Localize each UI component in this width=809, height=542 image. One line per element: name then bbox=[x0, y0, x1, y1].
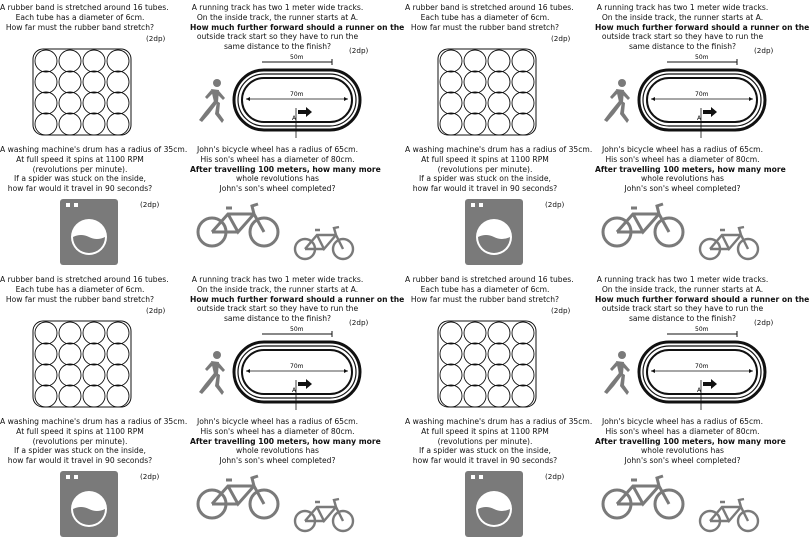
question-line: How far must the rubber band stretch? bbox=[410, 294, 560, 304]
marks-label: (2dp) bbox=[146, 306, 166, 315]
question-line: If a spider was stuck on the inside, bbox=[14, 446, 146, 456]
question-line: same distance to the finish? bbox=[223, 42, 332, 52]
question-line: (revolutions per minute). bbox=[437, 164, 533, 174]
question-washer bbox=[405, 417, 593, 466]
question-line: A rubber band is stretched around 16 tubes. bbox=[0, 275, 169, 284]
question-tubes bbox=[405, 275, 574, 304]
bicycle-small-icon bbox=[698, 496, 760, 534]
question-line: A running track has two 1 meter wide tracks. bbox=[596, 275, 769, 284]
question-line: How much further forward should a runner on the bbox=[595, 22, 809, 32]
question-line: His son's wheel has a diameter of 80cm. bbox=[605, 426, 760, 436]
question-line: If a spider was stuck on the inside, bbox=[14, 174, 146, 184]
running-track-icon bbox=[637, 324, 767, 414]
question-line: outside track start so they have to run the bbox=[196, 304, 359, 314]
question-line: John's son's wheel completed? bbox=[219, 456, 336, 466]
bicycle-small-icon bbox=[293, 496, 355, 534]
question-line: His son's wheel has a diameter of 80cm. bbox=[200, 426, 355, 436]
question-line: At full speed it spins at 1100 RPM bbox=[421, 426, 549, 436]
tubes-grid-icon bbox=[437, 48, 537, 136]
question-line: John's son's wheel completed? bbox=[219, 184, 336, 194]
question-line: Each tube has a diameter of 6cm. bbox=[15, 12, 145, 22]
question-line: How far must the rubber band stretch? bbox=[5, 294, 155, 304]
question-line: After travelling 100 meters, how many more bbox=[595, 164, 786, 174]
question-line: At full speed it spins at 1100 RPM bbox=[16, 154, 144, 164]
question-line: How much further forward should a runner on the bbox=[190, 22, 405, 32]
straight-label: 50m bbox=[290, 54, 304, 61]
question-line: How far must the rubber band stretch? bbox=[410, 22, 560, 32]
marks-label: (2dp) bbox=[349, 46, 369, 55]
question-bicycles bbox=[595, 417, 786, 466]
width-label: 70m bbox=[290, 363, 304, 370]
card-bottom-left bbox=[0, 272, 405, 542]
question-line: A running track has two 1 meter wide tracks. bbox=[596, 3, 769, 12]
question-line: (revolutions per minute). bbox=[32, 436, 128, 446]
question-line: A washing machine's drum has a radius of 35cm. bbox=[0, 145, 188, 154]
marks-label: (2dp) bbox=[545, 200, 565, 209]
tubes-grid-icon bbox=[32, 48, 132, 136]
question-track bbox=[595, 3, 809, 52]
runner-silhouette-icon bbox=[602, 350, 632, 398]
question-line: On the inside track, the runner starts at A. bbox=[196, 284, 359, 294]
width-label: 70m bbox=[290, 91, 304, 98]
question-line: John's bicycle wheel has a radius of 65cm. bbox=[601, 417, 763, 426]
washing-machine-icon bbox=[60, 199, 118, 265]
marks-label: (2dp) bbox=[545, 472, 565, 481]
runner-silhouette-icon bbox=[197, 350, 227, 398]
question-tubes bbox=[0, 275, 169, 304]
width-label: 70m bbox=[695, 363, 709, 370]
marks-label: (2dp) bbox=[140, 200, 160, 209]
running-track-icon bbox=[232, 324, 362, 414]
question-washer bbox=[0, 417, 188, 466]
question-tubes bbox=[405, 3, 574, 32]
question-line: After travelling 100 meters, how many more bbox=[190, 436, 381, 446]
card-top-left bbox=[0, 0, 405, 270]
question-line: A running track has two 1 meter wide tracks. bbox=[191, 3, 364, 12]
question-line: After travelling 100 meters, how many more bbox=[190, 164, 381, 174]
question-line: outside track start so they have to run the bbox=[601, 304, 764, 314]
bicycle-large-icon bbox=[196, 472, 280, 522]
straight-label: 50m bbox=[290, 326, 304, 333]
question-line: If a spider was stuck on the inside, bbox=[419, 174, 551, 184]
width-label: 70m bbox=[695, 91, 709, 98]
marks-label: (2dp) bbox=[140, 472, 160, 481]
question-line: How far must the rubber band stretch? bbox=[5, 22, 155, 32]
bicycle-large-icon bbox=[601, 472, 685, 522]
question-line: On the inside track, the runner starts at A. bbox=[601, 12, 764, 22]
marks-label: (2dp) bbox=[551, 34, 571, 43]
running-track-icon bbox=[637, 52, 767, 142]
question-washer bbox=[0, 145, 188, 194]
card-top-right bbox=[405, 0, 809, 270]
straight-label: 50m bbox=[695, 326, 709, 333]
question-line: outside track start so they have to run the bbox=[196, 32, 359, 42]
marks-label: (2dp) bbox=[754, 46, 774, 55]
question-line: At full speed it spins at 1100 RPM bbox=[16, 426, 144, 436]
question-line: how far would it travel in 90 seconds? bbox=[412, 456, 558, 466]
question-line: whole revolutions has bbox=[236, 174, 319, 184]
question-line: How much further forward should a runner on the bbox=[190, 294, 405, 304]
marks-label: (2dp) bbox=[551, 306, 571, 315]
question-line: His son's wheel has a diameter of 80cm. bbox=[200, 154, 355, 164]
question-line: A washing machine's drum has a radius of 35cm. bbox=[0, 417, 188, 426]
tubes-grid-icon bbox=[32, 320, 132, 408]
question-track bbox=[595, 275, 809, 324]
question-track bbox=[190, 275, 405, 324]
question-line: If a spider was stuck on the inside, bbox=[419, 446, 551, 456]
question-line: John's bicycle wheel has a radius of 65cm. bbox=[196, 145, 358, 154]
question-line: same distance to the finish? bbox=[628, 314, 737, 324]
question-washer bbox=[405, 145, 593, 194]
question-line: same distance to the finish? bbox=[223, 314, 332, 324]
start-label: A bbox=[292, 387, 297, 394]
card-bottom-right bbox=[405, 272, 809, 542]
question-line: how far would it travel in 90 seconds? bbox=[7, 184, 153, 194]
running-track-icon bbox=[232, 52, 362, 142]
bicycle-small-icon bbox=[698, 224, 760, 262]
question-line: John's son's wheel completed? bbox=[624, 456, 741, 466]
question-line: After travelling 100 meters, how many more bbox=[595, 436, 786, 446]
start-label: A bbox=[697, 115, 702, 122]
runner-silhouette-icon bbox=[602, 78, 632, 126]
question-track bbox=[190, 3, 405, 52]
question-line: whole revolutions has bbox=[641, 174, 724, 184]
question-line: On the inside track, the runner starts at A. bbox=[601, 284, 764, 294]
question-line: Each tube has a diameter of 6cm. bbox=[420, 284, 550, 294]
marks-label: (2dp) bbox=[349, 318, 369, 327]
question-line: whole revolutions has bbox=[641, 446, 724, 456]
question-line: A washing machine's drum has a radius of 35cm. bbox=[405, 145, 593, 154]
question-line: John's bicycle wheel has a radius of 65cm. bbox=[601, 145, 763, 154]
question-line: (revolutions per minute). bbox=[437, 436, 533, 446]
question-line: A rubber band is stretched around 16 tubes. bbox=[405, 3, 574, 12]
tubes-grid-icon bbox=[437, 320, 537, 408]
question-line: outside track start so they have to run the bbox=[601, 32, 764, 42]
question-line: (revolutions per minute). bbox=[32, 164, 128, 174]
question-line: His son's wheel has a diameter of 80cm. bbox=[605, 154, 760, 164]
straight-label: 50m bbox=[695, 54, 709, 61]
start-label: A bbox=[697, 387, 702, 394]
bicycle-large-icon bbox=[196, 200, 280, 250]
washing-machine-icon bbox=[60, 471, 118, 537]
runner-silhouette-icon bbox=[197, 78, 227, 126]
question-line: How much further forward should a runner on the bbox=[595, 294, 809, 304]
question-line: A rubber band is stretched around 16 tubes. bbox=[0, 3, 169, 12]
question-bicycles bbox=[595, 145, 786, 194]
start-label: A bbox=[292, 115, 297, 122]
question-bicycles bbox=[190, 417, 381, 466]
question-line: whole revolutions has bbox=[236, 446, 319, 456]
question-line: John's son's wheel completed? bbox=[624, 184, 741, 194]
washing-machine-icon bbox=[465, 199, 523, 265]
question-line: At full speed it spins at 1100 RPM bbox=[421, 154, 549, 164]
marks-label: (2dp) bbox=[754, 318, 774, 327]
question-line: Each tube has a diameter of 6cm. bbox=[15, 284, 145, 294]
question-line: how far would it travel in 90 seconds? bbox=[7, 456, 153, 466]
question-tubes bbox=[0, 3, 169, 32]
bicycle-small-icon bbox=[293, 224, 355, 262]
question-line: A running track has two 1 meter wide tracks. bbox=[191, 275, 364, 284]
question-line: A washing machine's drum has a radius of 35cm. bbox=[405, 417, 593, 426]
question-line: On the inside track, the runner starts at A. bbox=[196, 12, 359, 22]
question-line: how far would it travel in 90 seconds? bbox=[412, 184, 558, 194]
question-bicycles bbox=[190, 145, 381, 194]
washing-machine-icon bbox=[465, 471, 523, 537]
bicycle-large-icon bbox=[601, 200, 685, 250]
question-line: A rubber band is stretched around 16 tubes. bbox=[405, 275, 574, 284]
question-line: Each tube has a diameter of 6cm. bbox=[420, 12, 550, 22]
question-line: John's bicycle wheel has a radius of 65cm. bbox=[196, 417, 358, 426]
marks-label: (2dp) bbox=[146, 34, 166, 43]
question-line: same distance to the finish? bbox=[628, 42, 737, 52]
